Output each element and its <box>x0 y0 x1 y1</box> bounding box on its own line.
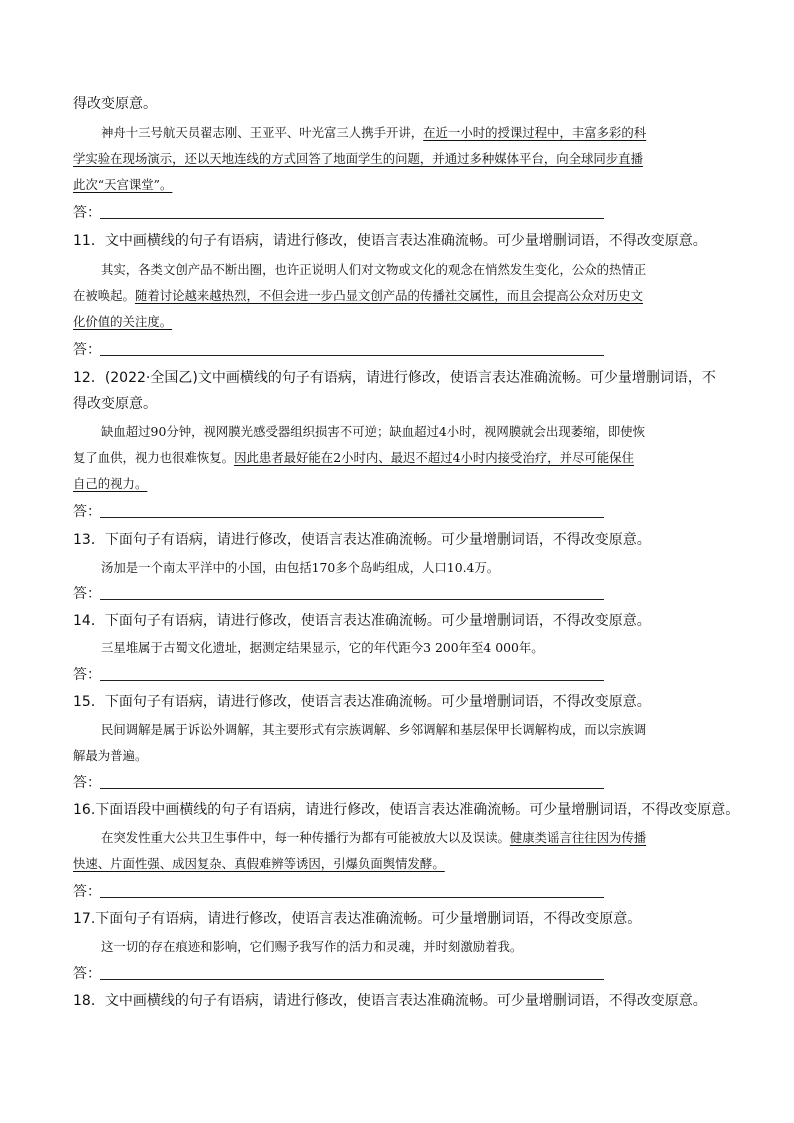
passage-text: 在被唤起。 <box>73 288 135 303</box>
passage-text: 复了血供，视力也很难恢复。 <box>73 450 235 465</box>
question-18: 18．文中画横线的句子有语病，请进行修改，使语言表达准确流畅。可少量增删词语，不得改变原意。 <box>73 993 707 1009</box>
passage-16-line-1 <box>101 828 646 848</box>
passage-14: 三星堆属于古蜀文化遗址，据测定结果显示，它的年代距今3 200年至4 000年。 <box>101 640 544 655</box>
answer-line[interactable] <box>100 979 604 980</box>
answer-line[interactable] <box>100 680 604 681</box>
passage-10-line-3: 此次“天宫课堂”。 <box>73 177 173 192</box>
answer-line[interactable] <box>100 599 604 600</box>
passage-15-line-2: 解最为普遍。 <box>73 748 148 763</box>
answer-line[interactable] <box>100 517 604 518</box>
answer-label: 答： <box>73 504 101 520</box>
question-continuation: 得改变原意。 <box>73 96 157 112</box>
passage-16-line-2: 快速、片面性强、成因复杂、真假难辨等诱因，引爆负面舆情发酵。 <box>73 856 445 871</box>
passage-10-line-2: 学实验在现场演示，还以天地连线的方式回答了地面学生的问题，并通过多种媒体平台，向全球同步直播 <box>73 151 643 166</box>
question-13: 13．下面句子有语病，请进行修改，使语言表达准确流畅。可少量增删词语，不得改变原意。 <box>73 532 651 548</box>
passage-11-line-3: 化价值的关注度。 <box>73 314 173 329</box>
passage-12-line-1: 缺血超过90分钟，视网膜光感受器组织损害不可逆；缺血超过4小时，视网膜就会出现萎缩，即使恢 <box>101 424 646 439</box>
passage-15-line-1: 民间调解是属于诉讼外调解，其主要形式有宗族调解、乡邻调解和基层保甲长调解构成，而以宗族调 <box>101 722 647 737</box>
answer-label: 答： <box>73 884 101 900</box>
question-15: 15．下面句子有语病，请进行修改，使语言表达准确流畅。可少量增删词语，不得改变原意。 <box>73 694 651 710</box>
passage-13: 汤加是一个南太平洋中的小国，由包括170多个岛屿组成，人口10.4万。 <box>101 560 500 575</box>
passage-12-line-3: 自己的视力。 <box>73 476 148 491</box>
answer-label: 答： <box>73 775 101 791</box>
answer-line[interactable] <box>100 897 604 898</box>
answer-label: 答： <box>73 586 101 602</box>
passage-12-line-2 <box>73 448 634 468</box>
question-14: 14．下面句子有语病，请进行修改，使语言表达准确流畅。可少量增删词语，不得改变原意。 <box>73 613 651 629</box>
passage-text: 神舟十三号航天员翟志刚、王亚平、叶光富三人携手开讲， <box>101 125 424 140</box>
passage-17: 这一切的存在痕迹和影响，它们赐予我写作的活力和灵魂，并时刻激励着我。 <box>101 939 523 954</box>
answer-line[interactable] <box>100 355 604 356</box>
answer-line[interactable] <box>100 788 604 789</box>
question-17: 17.下面句子有语病，请进行修改，使语言表达准确流畅。可少量增删词语，不得改变原意。 <box>73 911 642 927</box>
passage-10-line-1 <box>101 123 646 143</box>
question-16: 16.下面语段中画横线的句子有语病，请进行修改，使语言表达准确流畅。可少量增删词语，不得改变原意。 <box>73 802 740 818</box>
underlined-sentence: 因此患者最好能在2小时内、最迟不超过4小时内接受治疗，并尽可能保住 <box>234 450 634 465</box>
question-12-line-2: 得改变原意。 <box>73 396 157 412</box>
answer-line[interactable] <box>100 218 604 219</box>
underlined-sentence: 健康类谣言往往因为传播 <box>509 830 647 845</box>
answer-label: 答： <box>73 966 101 982</box>
passage-11-line-2 <box>73 286 643 306</box>
question-11: 11．文中画横线的句子有语病，请进行修改，使语言表达准确流畅。可少量增删词语，不得改变原意。 <box>73 233 707 249</box>
passage-11-line-1: 其实，各类文创产品不断出圈，也许正说明人们对文物或文化的观念在悄然发生变化，公众的热情正 <box>101 262 647 277</box>
answer-label: 答： <box>73 667 101 683</box>
question-12-line-1: 12．(2022·全国乙)文中画横线的句子有语病，请进行修改，使语言表达准确流畅。可少量增删词语，不 <box>73 370 716 386</box>
answer-label: 答： <box>73 342 101 358</box>
underlined-sentence: 在近一小时的授课过程中，丰富多彩的科 <box>423 125 647 140</box>
passage-text: 在突发性重大公共卫生事件中，每一种传播行为都有可能被放大以及误读。 <box>101 830 510 845</box>
underlined-sentence: 随着讨论越来越热烈，不但会进一步凸显文创产品的传播社交属性，而且会提高公众对历史文 <box>134 288 643 303</box>
answer-label: 答： <box>73 205 101 221</box>
